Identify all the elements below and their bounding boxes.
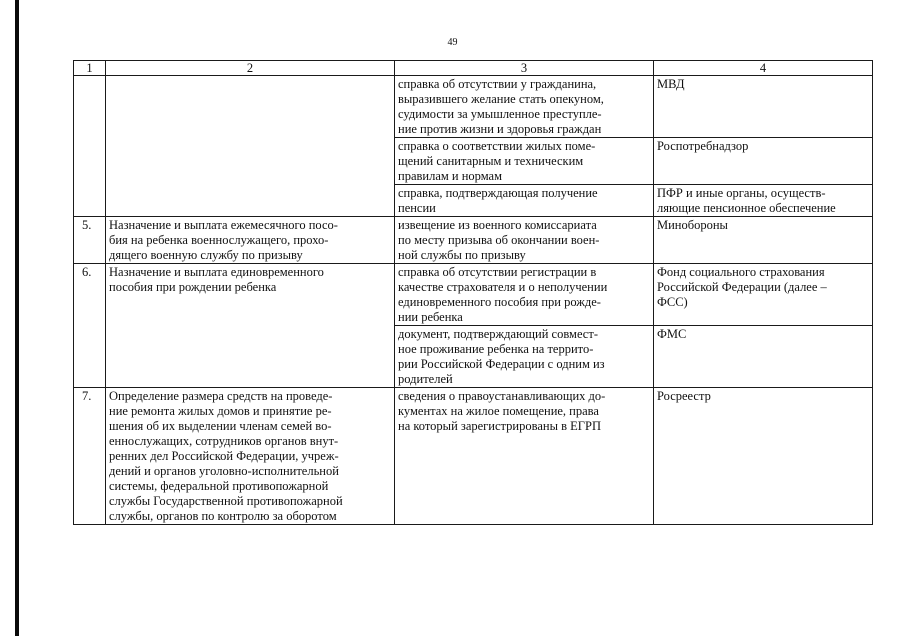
document-cell: справка об отсутствии регистрации в качестве страхователя и о неполучении единовременного пособия при рожде- нии ребенка <box>395 264 654 326</box>
column-header-1: 1 <box>74 61 106 76</box>
table-row <box>74 76 873 138</box>
header-row <box>74 61 873 76</box>
service-name-cell <box>106 76 395 217</box>
agency-cell: Минобороны <box>654 217 873 264</box>
services-table <box>73 60 873 525</box>
table-row <box>74 264 873 326</box>
service-name-cell: Определение размера средств на проведе- ние ремонта жилых домов и принятие ре- шения об их выделении членам семей во- еннослужащих, сотрудников органов внут- ренних дел Российской Федерации, учреж- дений и органов уголовно-исполнительной системы, федеральной противопожарной службы Государственной противопожарной службы, органов по контролю за оборотом <box>106 388 395 525</box>
page-number: 49 <box>447 37 458 48</box>
agency-cell: МВД <box>654 76 873 138</box>
document-cell: справка о соответствии жилых поме- щений санитарным и техническим правилам и нормам <box>395 138 654 185</box>
table-row <box>74 217 873 264</box>
column-header-4: 4 <box>654 61 873 76</box>
column-header-2: 2 <box>106 61 395 76</box>
row-number-cell: 5. <box>74 217 106 264</box>
scan-edge-bar <box>15 0 19 636</box>
document-cell: документ, подтверждающий совмест- ное проживание ребенка на террито- рии Российской Федерации с одним из родителей <box>395 326 654 388</box>
row-number-cell: 6. <box>74 264 106 388</box>
service-name-cell: Назначение и выплата ежемесячного посо- бия на ребенка военнослужащего, прохо- дящего военную службу по призыву <box>106 217 395 264</box>
document-cell: справка, подтверждающая получение пенсии <box>395 185 654 217</box>
row-number-cell <box>74 76 106 217</box>
column-header-3: 3 <box>395 61 654 76</box>
agency-cell: ПФР и иные органы, осуществ- ляющие пенсионное обеспечение <box>654 185 873 217</box>
document-cell: справка об отсутствии у гражданина, выразившего желание стать опекуном, судимости за умышленное преступле- ние против жизни и здоровья граждан <box>395 76 654 138</box>
agency-cell: ФМС <box>654 326 873 388</box>
row-number-cell: 7. <box>74 388 106 525</box>
agency-cell: Фонд социального страхования Российской Федерации (далее – ФСС) <box>654 264 873 326</box>
document-cell: извещение из военного комиссариата по месту призыва об окончании воен- ной службы по призыву <box>395 217 654 264</box>
service-name-cell: Назначение и выплата единовременного пособия при рождении ребенка <box>106 264 395 388</box>
document-cell: сведения о правоустанавливающих до- кументах на жилое помещение, права на который зарегистрированы в ЕГРП <box>395 388 654 525</box>
agency-cell: Роспотребнадзор <box>654 138 873 185</box>
table-row <box>74 388 873 525</box>
agency-cell: Росреестр <box>654 388 873 525</box>
